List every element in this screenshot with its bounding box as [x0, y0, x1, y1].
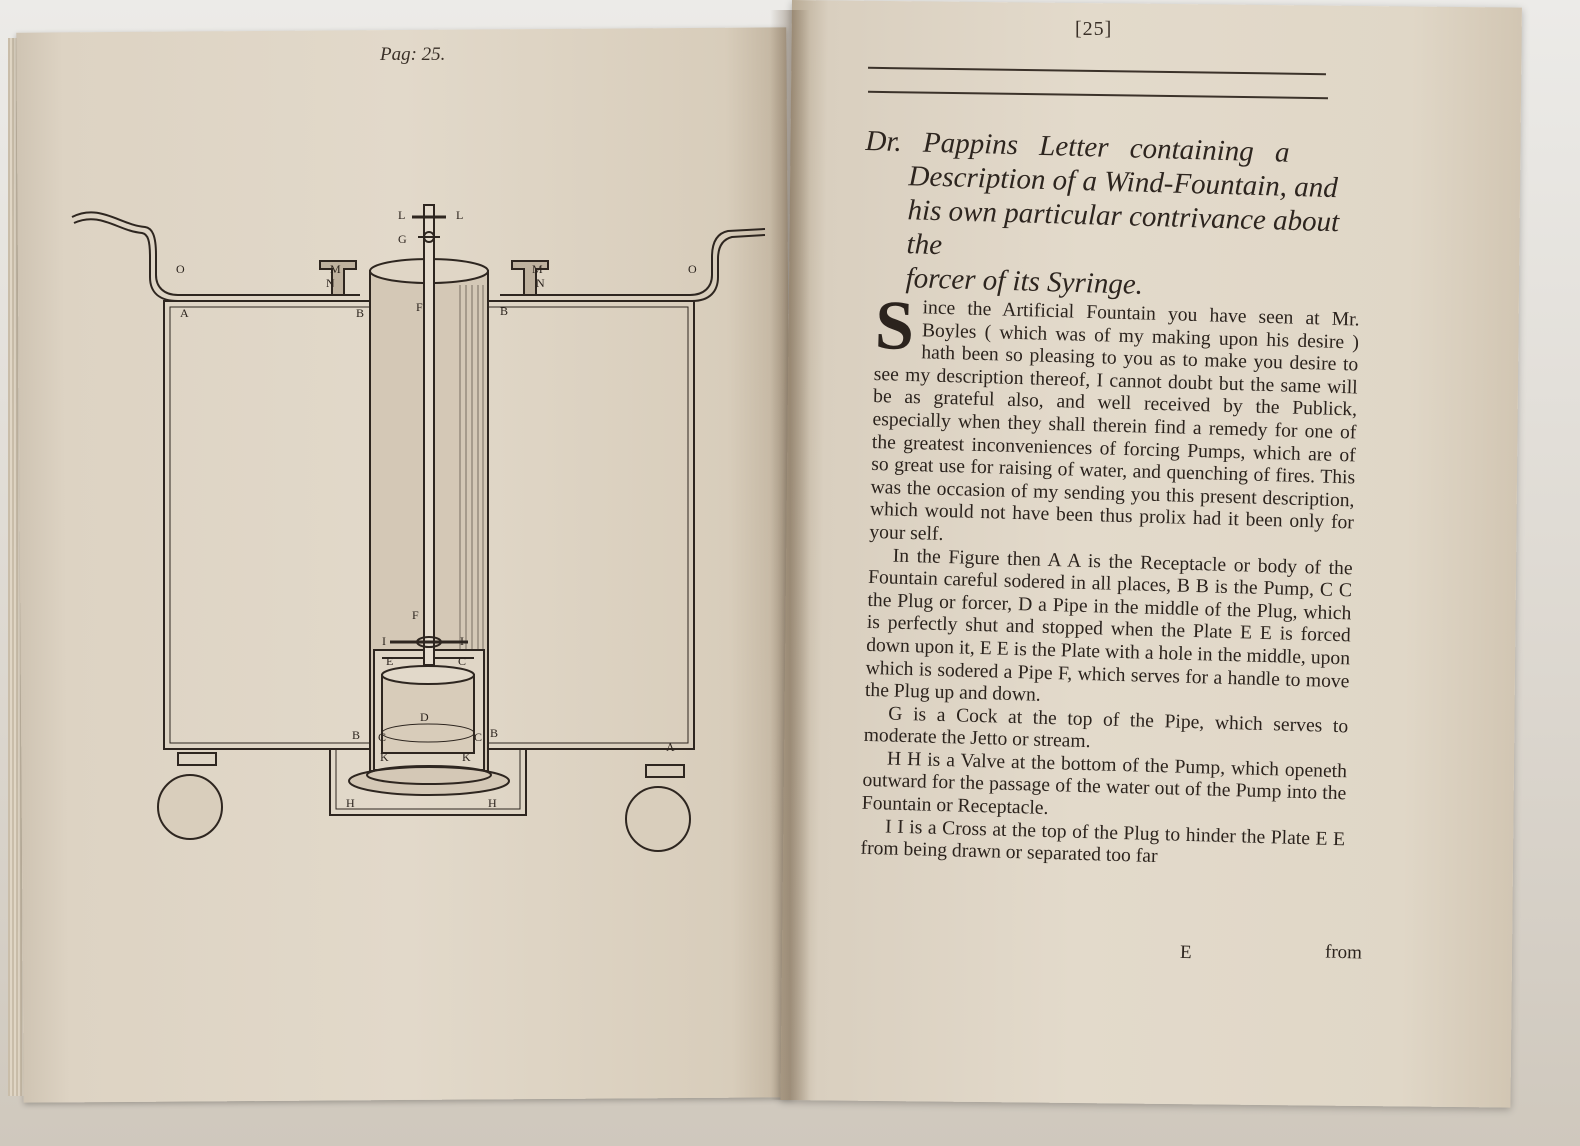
- label-K: K: [380, 750, 389, 764]
- label-L: L: [398, 208, 406, 222]
- label-L: L: [456, 208, 464, 222]
- label-F: F: [416, 300, 423, 314]
- label-F: F: [412, 608, 419, 622]
- label-A: A: [666, 740, 675, 754]
- letter-title: [861, 124, 1346, 307]
- label-N: N: [536, 276, 545, 290]
- title-line: forcer of its Syringe.: [905, 262, 1144, 301]
- paragraph: I I is a Cross at the top of the Plug to hinder the Plate E E from being drawn or separated too far: [860, 816, 1346, 868]
- page-label: Pag: 25.: [380, 44, 446, 65]
- label-O: O: [176, 262, 185, 276]
- page-number: [25]: [1075, 18, 1113, 40]
- paragraph: G is a Cock at the top of the Pipe, which serves to moderate the Jetto or stream.: [863, 703, 1349, 753]
- label-B: B: [500, 304, 509, 318]
- title-line: Dr. Pappins Letter containing a: [865, 124, 1290, 169]
- label-K: K: [462, 750, 471, 764]
- label-N: N: [326, 276, 335, 290]
- label-C: C: [474, 730, 483, 744]
- label-B: B: [352, 728, 361, 742]
- title-line: his own particular contrivance about the: [906, 194, 1340, 262]
- label-I: I: [382, 634, 386, 648]
- title-line: Description of a Wind-Fountain, and: [908, 160, 1339, 205]
- label-G: G: [398, 232, 407, 246]
- label-M: M: [532, 262, 543, 276]
- book-gutter: [770, 10, 810, 1100]
- label-D: D: [420, 710, 429, 724]
- paragraph: In the Figure then A A is the Receptacle or body of the Fountain careful sodered in all places, B B is the Pump, C C the Plug or forcer, D a Pipe in the middle of the Plug, which is perfectly shut and stopped when the Plate E E is forced down upon it, E E is the Plate with a hole in the middle, upon which is sodered a Pipe F, which serves for a handle to move the Plug up and down.: [864, 545, 1353, 706]
- label-C: C: [458, 654, 467, 668]
- label-I: I: [460, 634, 464, 648]
- paragraph-text: ince the Artificial Fountain you have seen at Mr. Boyles ( which was of my making upon his desire ) hath been so pleasing to you as to make you desire to see my description thereof, I cannot doubt but the same will be as grateful also, and well received by the Publick, especially when they shall therein find a remedy for one of the greatest inconveniences of forcing Pumps, which are of so great use for raising of water, and quenching of fires. This was the occasion of my sending you this present description, which would not have been thus prolix had it been only for your self.: [869, 297, 1360, 545]
- letter-body: [860, 287, 1360, 874]
- label-M: M: [330, 262, 341, 276]
- wind-fountain-figure: [60, 195, 770, 865]
- label-H: H: [346, 796, 355, 810]
- label-E: E: [386, 654, 394, 668]
- label-B: B: [356, 306, 365, 320]
- paragraph: [869, 287, 1360, 558]
- label-O: O: [688, 262, 697, 276]
- label-B: B: [490, 726, 499, 740]
- signature-mark: E: [1179, 941, 1192, 964]
- label-A: A: [180, 306, 189, 320]
- paragraph: H H is a Valve at the bottom of the Pump, which openeth outward for the passage of the water out of the Pump into the Fountain or Receptacle.: [861, 748, 1348, 820]
- label-H: H: [488, 796, 497, 810]
- label-C: C: [378, 730, 387, 744]
- catchword: from: [1324, 941, 1363, 964]
- drop-cap: S: [874, 287, 916, 366]
